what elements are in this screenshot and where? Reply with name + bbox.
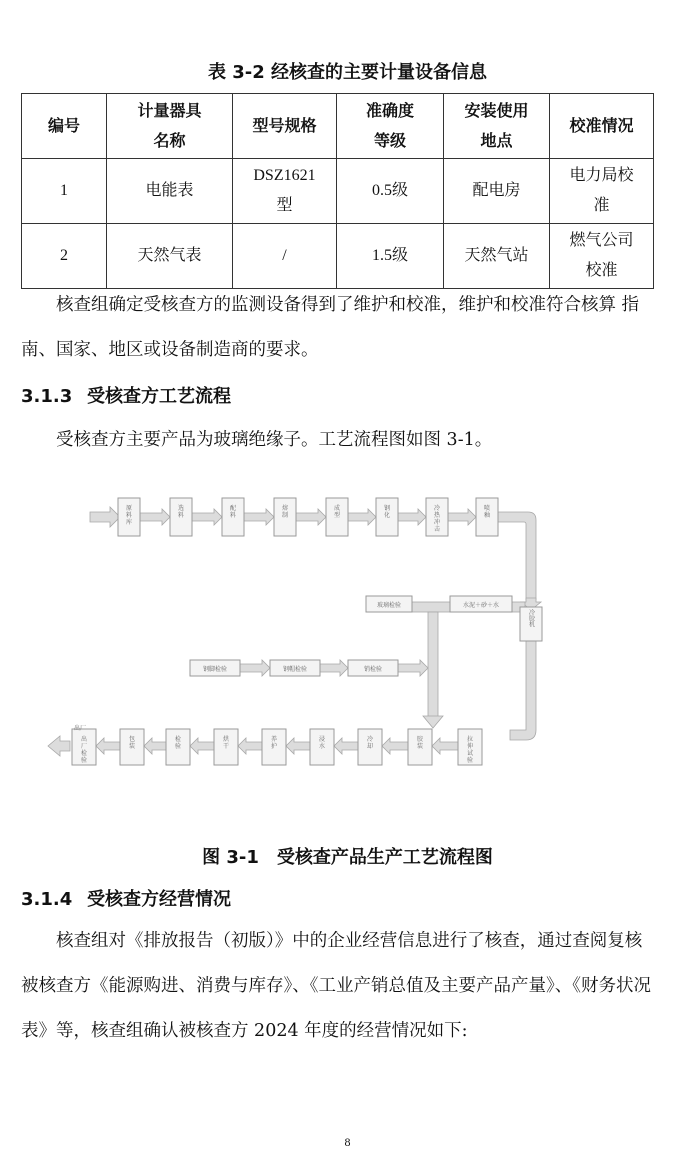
process-label: 钢化: [383, 505, 391, 519]
section-heading-3-1-4: [21, 885, 231, 911]
flow-arrow: [382, 738, 408, 754]
flow-arrow: [398, 509, 426, 525]
exit-label: 出厂: [74, 725, 87, 732]
flow-arrow: [296, 509, 326, 525]
process-label: 包装: [128, 736, 136, 750]
process-label: 检验: [174, 736, 182, 750]
process-label: 钢脚检验: [202, 666, 228, 673]
paragraph-operations: 核查组对《排放报告（初版）》中的企业经营信息进行了核查，通过查阅复核被核查方《能源购进、消费与库存》、《工业产销总值及主要产品产量》、《财务状况表》等，核查组确认被核查方 2024 年度的经营情况如下:: [21, 931, 651, 1041]
table-caption: 表 3-2 经核查的主要计量设备信息: [207, 62, 488, 83]
flow-arrow: [238, 738, 262, 754]
table-cell: DSZ1621 型: [233, 159, 337, 224]
process-label: 养护: [270, 736, 278, 750]
flow-arrow: [140, 509, 170, 525]
pipe-right-bottom: [510, 639, 536, 740]
process-label: 原料库: [125, 505, 133, 526]
process-label: 出厂检验: [80, 736, 88, 764]
process-label: 配料: [229, 505, 237, 519]
col-header: 准确度 等级: [337, 94, 444, 159]
process-label: 拉伸试验: [466, 736, 474, 764]
section-heading-3-1-3: [21, 382, 231, 408]
flow-arrow: [432, 738, 458, 754]
col-header: 校准情况: [550, 94, 654, 159]
process-label: 水泥＋砂＋水: [462, 602, 500, 609]
table-cell: 电力局校 准: [550, 159, 654, 224]
table-row: [22, 159, 654, 224]
col-header: 编号: [22, 94, 107, 159]
table-cell: /: [233, 224, 337, 289]
table-header-row: [22, 94, 654, 159]
flow-arrow: [144, 738, 166, 754]
process-label: 冷却: [366, 736, 374, 750]
flow-arrow: [96, 738, 120, 754]
table-cell: 电能表: [107, 159, 233, 224]
paragraph-calibration: 核查组确定受核查方的监测设备得到了维护和校准，维护和校准符合核算 指南、国家、地区或设备制造商的要求。: [21, 295, 640, 360]
col-header: 安装使用 地点: [444, 94, 550, 159]
process-label: 喷釉: [483, 505, 491, 519]
section-title: 受核查方经营情况: [87, 889, 231, 910]
process-label: 浸水: [318, 736, 326, 750]
table-cell: 天然气表: [107, 224, 233, 289]
table-cell: 1: [22, 159, 107, 224]
paragraph-process-intro: 受核查方主要产品为玻璃绝缘子。工艺流程图如图 3-1。: [56, 430, 493, 450]
process-label: 熔制: [281, 505, 289, 519]
process-label: 烘干: [222, 736, 230, 750]
flow-arrow: [192, 509, 222, 525]
section-title: 受核查方工艺流程: [87, 386, 231, 407]
process-label: 销检验: [363, 666, 383, 673]
flow-arrow: [244, 509, 274, 525]
col-header: 计量器具 名称: [107, 94, 233, 159]
entry-arrow: [90, 507, 120, 527]
flow-arrow: [398, 660, 428, 676]
table-row: [22, 224, 654, 289]
pipe-down-center: [428, 612, 438, 717]
table-cell: 配电房: [444, 159, 550, 224]
flow-arrow: [334, 738, 358, 754]
figure-caption: 图 3-1 受核查产品生产工艺流程图: [202, 847, 493, 868]
process-label: 玻璃检验: [376, 602, 402, 609]
pipe-middle: [410, 602, 450, 612]
table-cell: 0.5级: [337, 159, 444, 224]
process-label: 钢帽检验: [282, 666, 308, 673]
exit-arrow: [48, 736, 70, 756]
pipe-arrow-center: [423, 716, 443, 728]
meter-table: [21, 93, 654, 289]
process-flow-diagram: [30, 484, 650, 804]
process-label: 冷热冲击: [433, 505, 441, 533]
flow-arrow: [240, 660, 270, 676]
table-cell: 燃气公司 校准: [550, 224, 654, 289]
process-label: 选料: [177, 505, 185, 519]
section-number: 3.1.4: [21, 889, 73, 910]
process-label: 成型: [333, 505, 341, 519]
table-cell: 1.5级: [337, 224, 444, 289]
flow-arrow: [320, 660, 348, 676]
section-number: 3.1.3: [21, 386, 73, 407]
page-number: 8: [344, 1135, 351, 1149]
process-label: 冷胶机: [527, 609, 535, 627]
table-cell: 2: [22, 224, 107, 289]
flow-svg: [30, 484, 650, 804]
process-label: 胶装: [416, 736, 424, 750]
flow-arrow: [286, 738, 310, 754]
flow-arrow: [448, 509, 476, 525]
flow-arrow: [348, 509, 376, 525]
table-cell: 天然气站: [444, 224, 550, 289]
col-header: 型号规格: [233, 94, 337, 159]
flow-arrow: [190, 738, 214, 754]
